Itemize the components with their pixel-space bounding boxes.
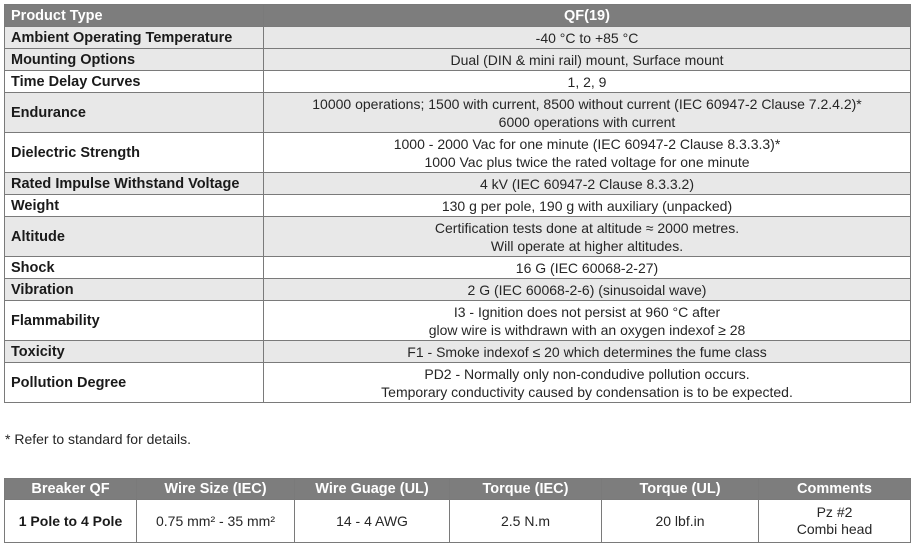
spec-row-pollution-degree xyxy=(5,363,911,403)
spec-row-dielectric-strength xyxy=(5,133,911,173)
spec-value: 1000 - 2000 Vac for one minute (IEC 60947-2 Clause 8.3.3.3)* 1000 Vac plus twice the rated voltage for one minute xyxy=(264,133,911,173)
spec-row-shock xyxy=(5,257,911,279)
wire-header-row xyxy=(5,479,911,500)
product-type-value: QF(19) xyxy=(264,5,911,27)
spec-row-impulse-voltage xyxy=(5,173,911,195)
spec-row-endurance xyxy=(5,93,911,133)
spec-label: Weight xyxy=(5,195,264,217)
spec-value: -40 °C to +85 °C xyxy=(264,27,911,49)
spec-value: 4 kV (IEC 60947-2 Clause 8.3.3.2) xyxy=(264,173,911,195)
header-breaker-qf: Breaker QF xyxy=(5,479,137,500)
torque-iec-cell: 2.5 N.m xyxy=(450,500,602,543)
spec-label: Toxicity xyxy=(5,341,264,363)
spec-label: Altitude xyxy=(5,217,264,257)
wire-data-row xyxy=(5,500,911,543)
spec-header-row xyxy=(5,5,911,27)
wiring-torque-table xyxy=(4,478,911,543)
spec-value: I3 - Ignition does not persist at 960 °C after glow wire is withdrawn with an oxygen indexof ≥ 28 xyxy=(264,301,911,341)
spec-row-altitude xyxy=(5,217,911,257)
spec-label: Time Delay Curves xyxy=(5,71,264,93)
spec-value: 1, 2, 9 xyxy=(264,71,911,93)
spec-value: F1 - Smoke indexof ≤ 20 which determines the fume class xyxy=(264,341,911,363)
header-wire-size-iec: Wire Size (IEC) xyxy=(137,479,295,500)
spec-value: 16 G (IEC 60068-2-27) xyxy=(264,257,911,279)
wire-guage-ul-cell: 14 - 4 AWG xyxy=(295,500,450,543)
spec-label: Ambient Operating Temperature xyxy=(5,27,264,49)
header-torque-ul: Torque (UL) xyxy=(602,479,759,500)
spec-value: Certification tests done at altitude ≈ 2000 metres. Will operate at higher altitudes. xyxy=(264,217,911,257)
spec-label: Endurance xyxy=(5,93,264,133)
spec-row-time-delay-curves xyxy=(5,71,911,93)
wire-size-iec-cell: 0.75 mm² - 35 mm² xyxy=(137,500,295,543)
comments-cell: Pz #2 Combi head xyxy=(759,500,911,543)
spec-row-vibration xyxy=(5,279,911,301)
header-comments: Comments xyxy=(759,479,911,500)
specifications-table xyxy=(4,4,911,403)
spec-row-toxicity xyxy=(5,341,911,363)
spec-row-flammability xyxy=(5,301,911,341)
spec-label: Dielectric Strength xyxy=(5,133,264,173)
torque-ul-cell: 20 lbf.in xyxy=(602,500,759,543)
spec-value: 10000 operations; 1500 with current, 8500 without current (IEC 60947-2 Clause 7.2.4.2)* 6000 operations with current xyxy=(264,93,911,133)
spec-row-mounting-options xyxy=(5,49,911,71)
spec-row-ambient-temperature xyxy=(5,27,911,49)
spec-label: Vibration xyxy=(5,279,264,301)
spec-value: 130 g per pole, 190 g with auxiliary (unpacked) xyxy=(264,195,911,217)
footnote: * Refer to standard for details. xyxy=(5,431,191,447)
spec-label: Mounting Options xyxy=(5,49,264,71)
spec-value: PD2 - Normally only non-condudive pollution occurs. Temporary conductivity caused by condensation is to be expected. xyxy=(264,363,911,403)
header-wire-guage-ul: Wire Guage (UL) xyxy=(295,479,450,500)
spec-label: Rated Impulse Withstand Voltage xyxy=(5,173,264,195)
spec-value: 2 G (IEC 60068-2-6) (sinusoidal wave) xyxy=(264,279,911,301)
breaker-qf-cell: 1 Pole to 4 Pole xyxy=(5,500,137,543)
spec-row-weight xyxy=(5,195,911,217)
spec-value: Dual (DIN & mini rail) mount, Surface mount xyxy=(264,49,911,71)
spec-label: Flammability xyxy=(5,301,264,341)
header-torque-iec: Torque (IEC) xyxy=(450,479,602,500)
spec-label: Shock xyxy=(5,257,264,279)
spec-label: Pollution Degree xyxy=(5,363,264,403)
product-type-label: Product Type xyxy=(5,5,264,27)
